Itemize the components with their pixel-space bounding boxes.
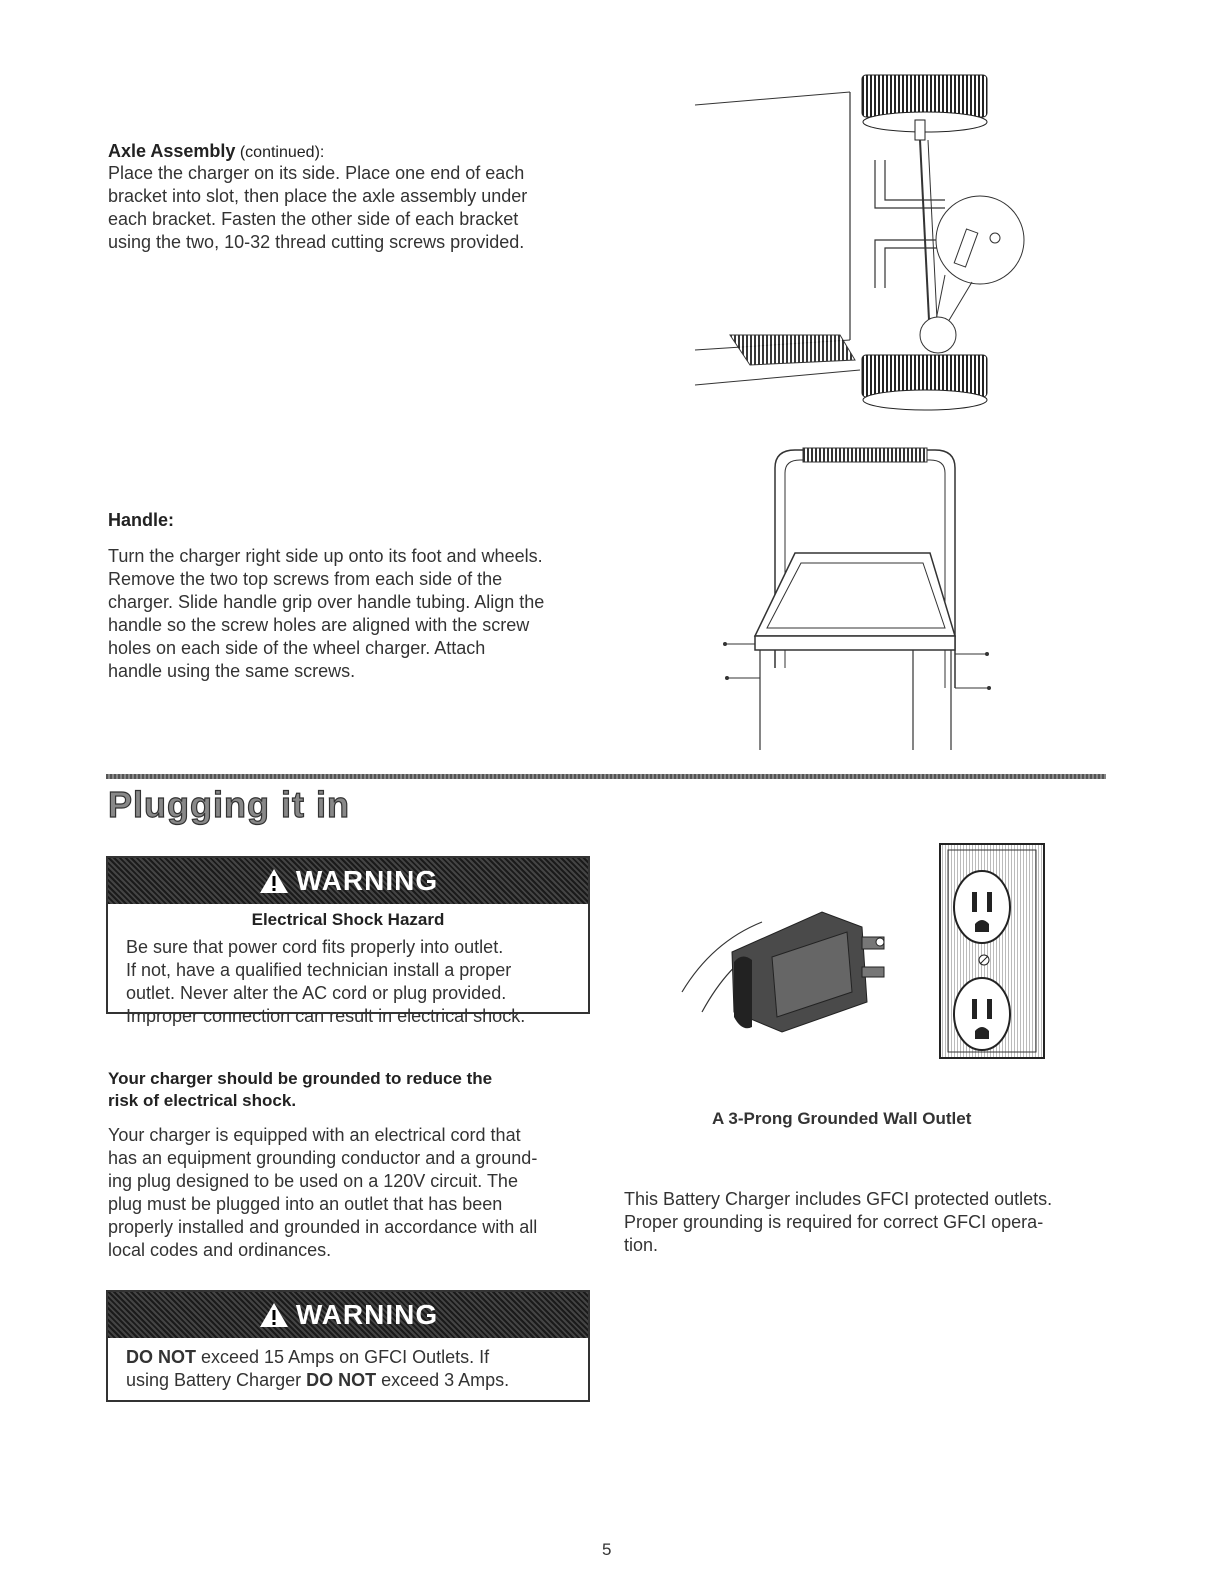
- warning-span: using Battery Charger: [126, 1370, 307, 1390]
- grounding-line: local codes and ordinances.: [108, 1240, 332, 1260]
- handle-line: holes on each side of the wheel charger. Attach: [108, 638, 486, 658]
- axle-line: bracket into slot, then place the axle assembly under: [108, 186, 528, 206]
- warning-subtitle: Electrical Shock Hazard: [251, 910, 445, 929]
- page-number: 5: [602, 1540, 612, 1559]
- gfci-line: Proper grounding is required for correct GFCI opera-: [624, 1212, 1044, 1232]
- warning-header: [108, 858, 588, 904]
- axle-body: [108, 162, 608, 254]
- warning-triangle-icon: [258, 867, 290, 895]
- handle-line: handle so the screw holes are aligned with the screw: [108, 615, 530, 635]
- section-divider: [106, 774, 1106, 779]
- grounding-note-line: risk of electrical shock.: [108, 1091, 297, 1110]
- grounding-line: Your charger is equipped with an electrical cord that: [108, 1125, 521, 1145]
- axle-section: [108, 141, 608, 254]
- grounding-note-line: Your charger should be grounded to reduce the: [108, 1069, 493, 1088]
- handle-line: Turn the charger right side up onto its foot and wheels.: [108, 546, 543, 566]
- axle-title-text: Axle Assembly: [108, 141, 236, 161]
- warning-span: exceed 3 Amps.: [376, 1370, 510, 1390]
- outlet-caption: A 3-Prong Grounded Wall Outlet: [712, 1109, 972, 1128]
- gfci-note: [624, 1188, 1104, 1257]
- axle-title-suffix: (continued):: [235, 144, 325, 161]
- axle-line: Place the charger on its side. Place one end of each: [108, 163, 525, 183]
- warning-span: exceed 15 Amps on GFCI Outlets. If: [196, 1347, 490, 1367]
- warning-header: [108, 1292, 588, 1338]
- warning-label: WARNING: [295, 1299, 439, 1330]
- warning-line: Be sure that power cord fits properly into outlet.: [126, 937, 504, 957]
- handle-body: [108, 545, 608, 683]
- handle-title: Handle:: [108, 510, 175, 530]
- axle-line: using the two, 10-32 thread cutting screws provided.: [108, 232, 525, 252]
- handle-illustration: [715, 438, 1005, 750]
- warning-box-electrical-shock: [106, 856, 590, 1026]
- warning-line: [126, 1346, 570, 1369]
- warning-box-gfci: [106, 1290, 590, 1402]
- grounding-line: has an equipment grounding conductor and a ground-: [108, 1148, 538, 1168]
- gfci-line: This Battery Charger includes GFCI protected outlets.: [624, 1189, 1053, 1209]
- do-not-emphasis: DO NOT: [126, 1347, 196, 1367]
- axle-title: [108, 141, 608, 162]
- grounding-section: [108, 1068, 598, 1262]
- gfci-line: tion.: [624, 1235, 659, 1255]
- axle-line: each bracket. Fasten the other side of each bracket: [108, 209, 519, 229]
- grounding-line: plug must be plugged into an outlet that has been: [108, 1194, 503, 1214]
- grounding-line: ing plug designed to be used on a 120V circuit. The: [108, 1171, 518, 1191]
- warning-line: [126, 1369, 570, 1392]
- handle-line: handle using the same screws.: [108, 661, 356, 681]
- warning-line: outlet. Never alter the AC cord or plug provided.: [126, 983, 507, 1003]
- handle-section: [108, 510, 608, 683]
- wall-outlet-illustration: [672, 842, 1052, 1064]
- grounding-line: properly installed and grounded in accordance with all: [108, 1217, 538, 1237]
- page-heading: Plugging it in: [108, 784, 350, 825]
- warning-line: Improper connection can result in electrical shock.: [126, 1006, 526, 1026]
- grounding-body: [108, 1124, 598, 1262]
- axle-assembly-illustration: [690, 70, 1030, 415]
- handle-line: charger. Slide handle grip over handle tubing. Align the: [108, 592, 545, 612]
- warning-line: If not, have a qualified technician install a proper: [126, 960, 512, 980]
- do-not-emphasis: DO NOT: [306, 1370, 377, 1390]
- handle-line: Remove the two top screws from each side of the: [108, 569, 503, 589]
- warning-triangle-icon: [258, 1301, 290, 1329]
- warning-text: [108, 930, 588, 1028]
- grounding-note: [108, 1068, 598, 1112]
- warning-label: WARNING: [295, 865, 439, 896]
- warning-text: [108, 1338, 588, 1392]
